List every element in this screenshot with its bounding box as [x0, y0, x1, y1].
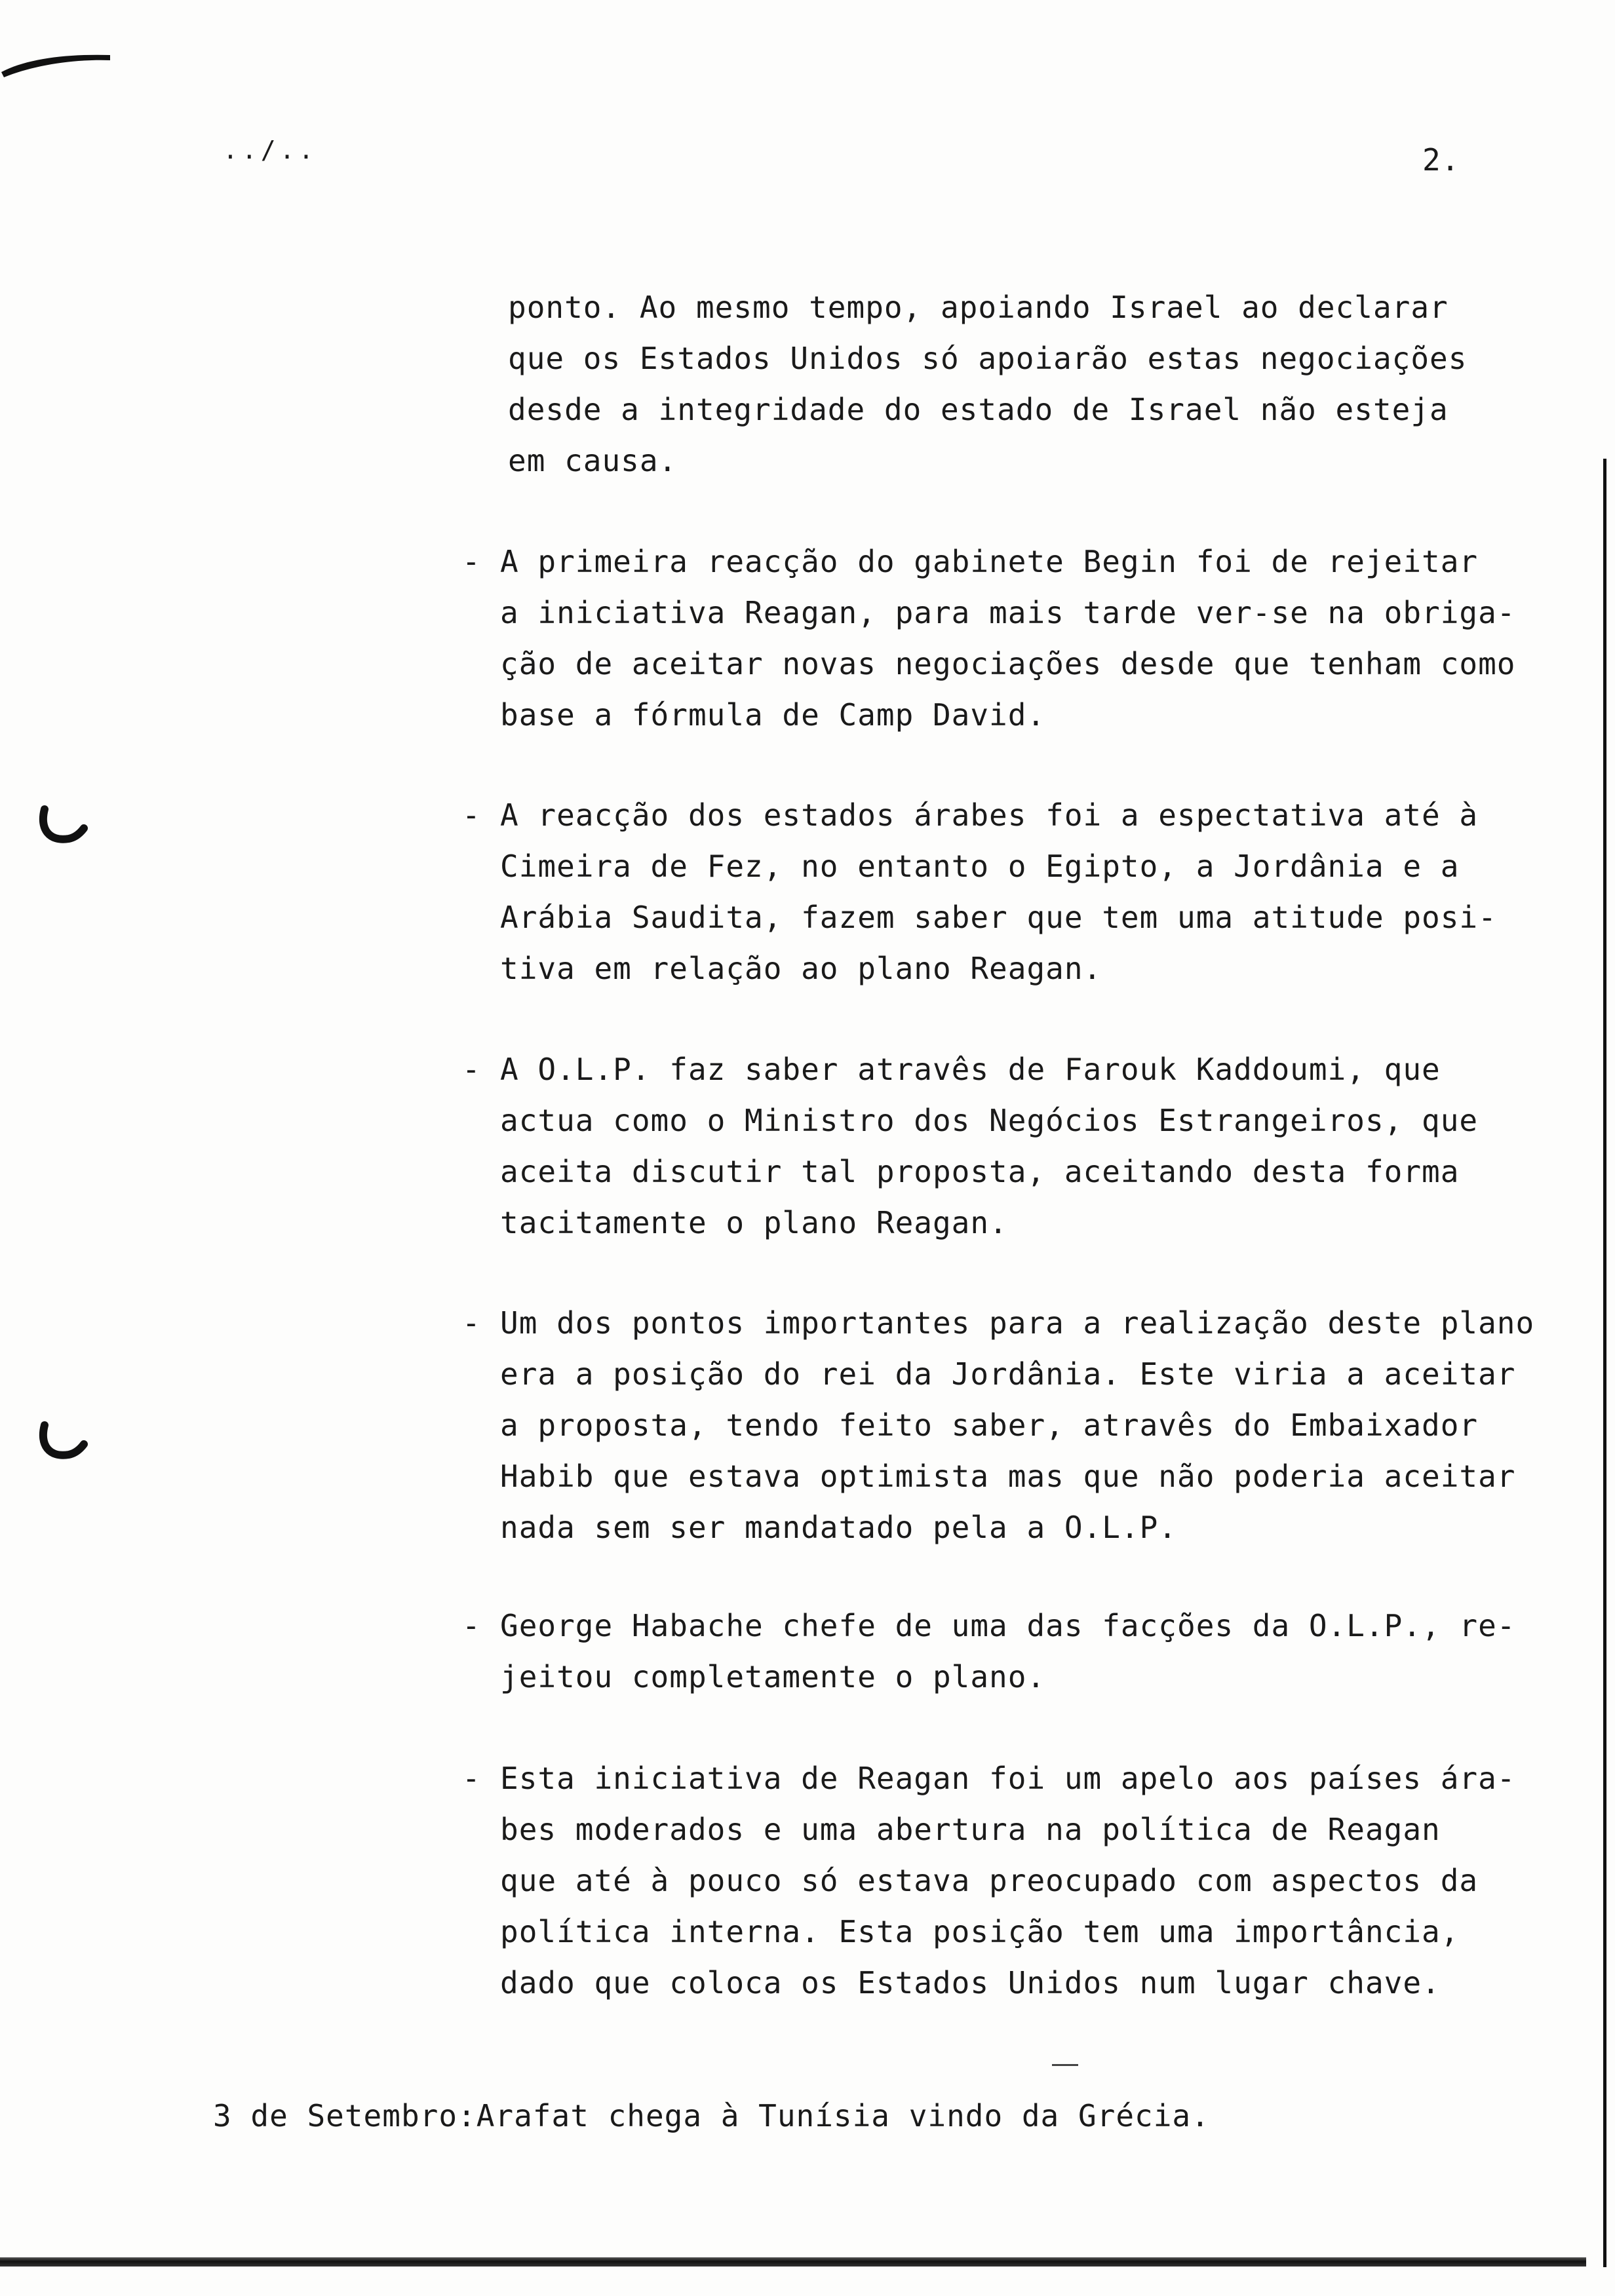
bullet-line: Habib que estava optimista mas que não poderia aceitar [500, 1459, 1516, 1494]
scan-mark-stroke [0, 46, 115, 79]
bullet-line: dado que coloca os Estados Unidos num lugar chave. [500, 1965, 1441, 2000]
bullet-line: ção de aceitar novas negociações desde que tenham como [500, 646, 1516, 681]
bullet-line: política interna. Esta posição tem uma importância, [500, 1914, 1460, 1949]
bullet-line: Arábia Saudita, fazem saber que tem uma atitude posi- [500, 900, 1497, 935]
bullet-line: Um dos pontos importantes para a realização deste plano [500, 1305, 1535, 1341]
bullet-body [500, 1600, 1516, 1702]
bullet-body [500, 1753, 1516, 2008]
bullet-body [500, 790, 1497, 994]
margin-scan-mark [33, 799, 92, 852]
margin-scan-mark [33, 1415, 92, 1468]
bullet-dash: - [462, 797, 481, 833]
bullet-line: aceita discutir tal proposta, aceitando desta forma [500, 1154, 1460, 1189]
paragraph-line: que os Estados Unidos só apoiarão estas negociações [508, 341, 1468, 376]
right-edge-rule [1603, 459, 1606, 2267]
bullet-line: jeitou completamente o plano. [500, 1659, 1046, 1694]
bullet-line: A O.L.P. faz saber atravês de Farouk Kaddoumi, que [500, 1052, 1441, 1087]
bottom-scan-edge [0, 2257, 1586, 2267]
bullet-line: base a fórmula de Camp David. [500, 697, 1046, 733]
bullet-line: tacitamente o plano Reagan. [500, 1205, 1008, 1240]
bullet-line: actua como o Ministro dos Negócios Estrangeiros, que [500, 1103, 1479, 1138]
bullet-line: A reacção dos estados árabes foi a espectativa até à [500, 797, 1479, 833]
date-entry: 3 de Setembro:Arafat chega à Tunísia vindo da Grécia. [213, 2098, 1210, 2133]
bullet-line: era a posição do rei da Jordânia. Este viria a aceitar [500, 1356, 1516, 1392]
bullet-line: A primeira reacção do gabinete Begin foi de rejeitar [500, 544, 1479, 579]
paragraph-line: em causa. [508, 443, 678, 478]
bullet-line: nada sem ser mandatado pela a O.L.P. [500, 1510, 1177, 1545]
intro-paragraph [508, 282, 1583, 486]
page-number: 2. [1422, 142, 1460, 178]
bullet-line: a iniciativa Reagan, para mais tarde ver-se na obriga- [500, 595, 1516, 630]
bullet-line: a proposta, tendo feito saber, atravês do Embaixador [500, 1407, 1479, 1443]
bullet-dash: - [462, 1305, 481, 1341]
bullet-body [500, 1044, 1478, 1248]
stray-mark [1052, 2064, 1078, 2066]
continuation-mark: ../.. [223, 136, 318, 164]
bullet-dash: - [462, 1608, 481, 1643]
bullet-line: tiva em relação ao plano Reagan. [500, 951, 1102, 986]
paragraph-line: ponto. Ao mesmo tempo, apoiando Israel ao declarar [508, 290, 1449, 325]
bullet-dash: - [462, 1761, 481, 1796]
bullet-dash: - [462, 544, 481, 579]
bullet-line: Esta iniciativa de Reagan foi um apelo aos países ára- [500, 1761, 1516, 1796]
bullet-line: que até à pouco só estava preocupado com aspectos da [500, 1863, 1479, 1898]
bullet-line: George Habache chefe de uma das facções da O.L.P., re- [500, 1608, 1516, 1643]
bullet-body [500, 1297, 1534, 1553]
bullet-body [500, 536, 1516, 740]
paragraph-line: desde a integridade do estado de Israel não esteja [508, 392, 1449, 427]
bullet-line: Cimeira de Fez, no entanto o Egipto, a Jordânia e a [500, 849, 1460, 884]
bullet-dash: - [462, 1052, 481, 1087]
bullet-line: bes moderados e uma abertura na política de Reagan [500, 1812, 1441, 1847]
